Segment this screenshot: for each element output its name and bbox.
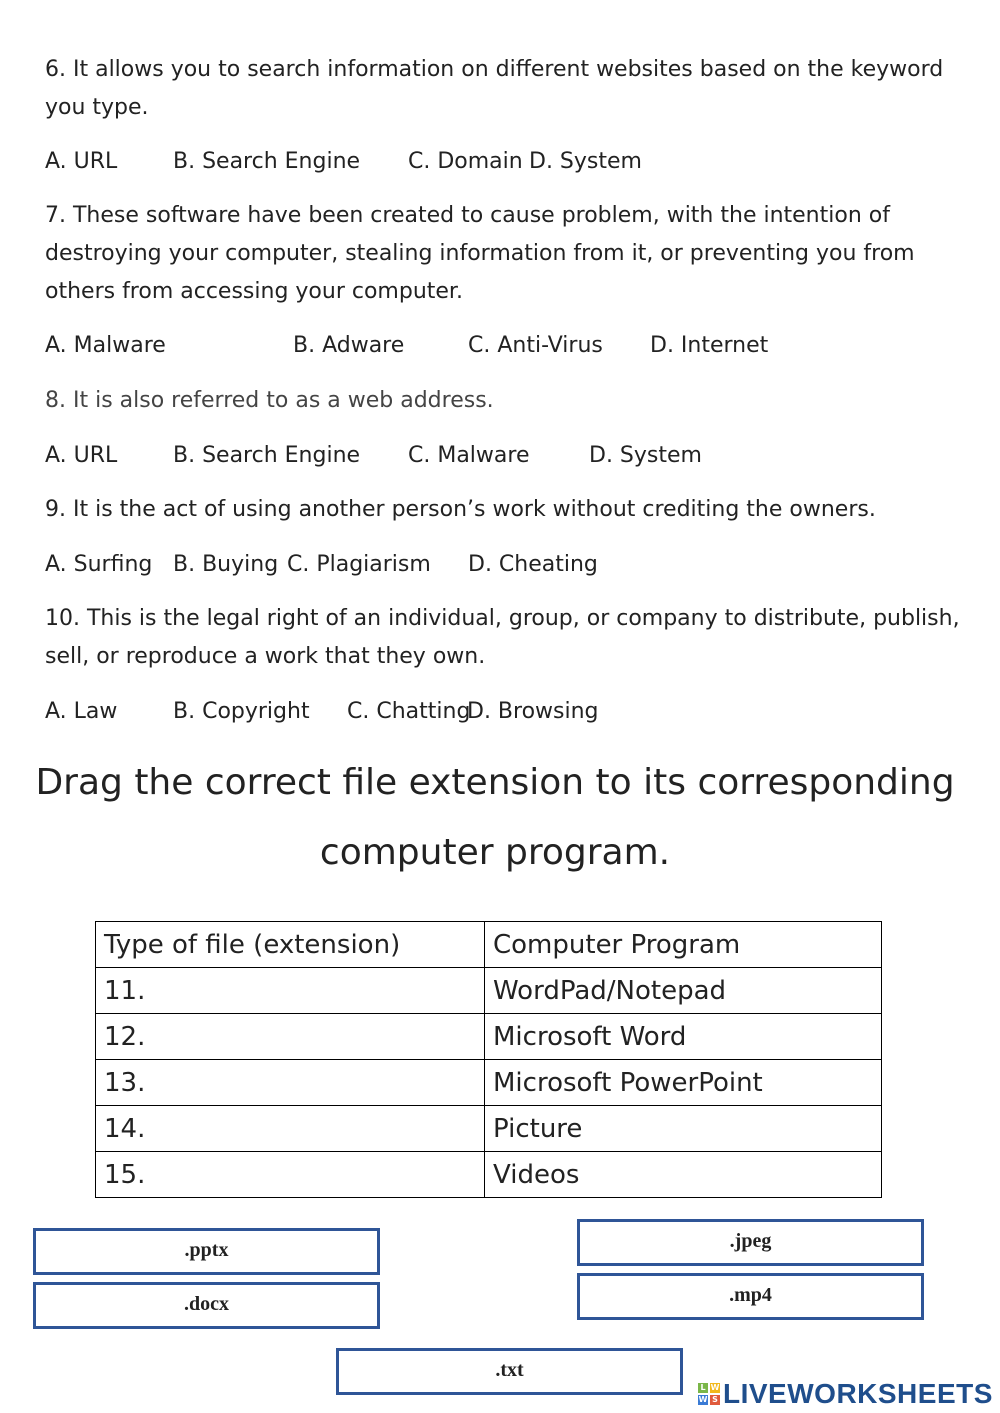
question-7-text [45,197,915,311]
drop-zone-11[interactable]: 11. [96,968,485,1014]
drag-item-label: .jpeg [729,1230,772,1252]
q8-option-b[interactable]: B. Search Engine [173,443,361,468]
question-6-line-2: you type. [45,95,149,120]
drag-item-docx[interactable] [33,1282,380,1329]
q9-option-a[interactable]: A. Surfing [45,552,153,577]
drop-zone-12[interactable]: 12. [96,1014,485,1060]
question-7-line-2: destroying your computer, stealing information from it, or preventing you from [45,241,915,266]
question-10-line-1: 10. This is the legal right of an individual, group, or company to distribute, publish, [45,606,960,631]
liveworksheets-logo-icon [698,1383,720,1405]
question-6-line-1: 6. It allows you to search information on different websites based on the keyword [45,57,944,82]
drag-item-pptx[interactable] [33,1228,380,1275]
drag-item-label: .mp4 [729,1284,772,1306]
program-cell: Picture [485,1106,882,1152]
question-9-line-1: 9. It is the act of using another person’s work without crediting the owners. [45,497,876,522]
q10-option-b[interactable]: B. Copyright [173,699,310,724]
drop-zone-14[interactable]: 14. [96,1106,485,1152]
logo-square-icon: W [698,1395,708,1404]
q8-option-d[interactable]: D. System [589,443,702,468]
table-header-program: Computer Program [485,922,882,968]
table-row [96,1152,882,1198]
file-extension-table [95,921,882,1198]
q6-option-b[interactable]: B. Search Engine [173,149,361,174]
q9-option-b[interactable]: B. Buying [173,552,279,577]
table-row [96,1106,882,1152]
q10-option-d[interactable]: D. Browsing [467,699,599,724]
question-7-line-3: others from accessing your computer. [45,279,463,304]
drop-zone-15[interactable]: 15. [96,1152,485,1198]
program-cell: Microsoft PowerPoint [485,1060,882,1106]
drag-item-jpeg[interactable] [577,1219,924,1266]
question-8-line-1: 8. It is also referred to as a web address. [45,388,494,413]
logo-square-icon: L [698,1383,708,1393]
q7-option-a[interactable]: A. Malware [45,333,166,358]
drag-item-label: .txt [495,1359,524,1381]
q9-option-d[interactable]: D. Cheating [468,552,598,577]
q6-option-c[interactable]: C. Domain [408,149,523,174]
question-6-text [45,51,943,127]
program-cell: Videos [485,1152,882,1198]
table-row [96,1014,882,1060]
q7-option-c[interactable]: C. Anti-Virus [468,333,603,358]
q9-option-c[interactable]: C. Plagiarism [287,552,431,577]
drag-item-label: .docx [184,1293,229,1315]
question-10-text [45,600,960,676]
question-9-text [45,491,876,529]
q6-option-a[interactable]: A. URL [45,149,118,174]
matching-heading-line-2: computer program. [319,832,671,873]
logo-square-icon: S [710,1395,720,1405]
question-7-line-1: 7. These software have been created to cause problem, with the intention of [45,203,890,228]
drag-item-mp4[interactable] [577,1273,924,1320]
logo-text: LIVEWORKSHEETS [723,1378,993,1409]
question-10-line-2: sell, or reproduce a work that they own. [45,644,486,669]
liveworksheets-logo [698,1376,993,1412]
drag-item-txt[interactable] [336,1348,683,1395]
program-cell: Microsoft Word [485,1014,882,1060]
matching-heading-line-1: Drag the correct file extension to its corresponding [35,762,955,803]
program-cell: WordPad/Notepad [485,968,882,1014]
table-row [96,968,882,1014]
drag-item-label: .pptx [184,1239,229,1261]
table-row [96,1060,882,1106]
question-8-text [45,382,494,420]
q8-option-c[interactable]: C. Malware [408,443,530,468]
drop-zone-13[interactable]: 13. [96,1060,485,1106]
table-header-row [96,922,882,968]
q6-option-d[interactable]: D. System [529,149,642,174]
q10-option-a[interactable]: A. Law [45,699,118,724]
q8-option-a[interactable]: A. URL [45,443,118,468]
q7-option-d[interactable]: D. Internet [650,333,769,358]
q10-option-c[interactable]: C. Chatting [347,699,471,724]
table-header-extension: Type of file (extension) [96,922,485,968]
logo-square-icon: W [710,1383,720,1392]
q7-option-b[interactable]: B. Adware [293,333,405,358]
